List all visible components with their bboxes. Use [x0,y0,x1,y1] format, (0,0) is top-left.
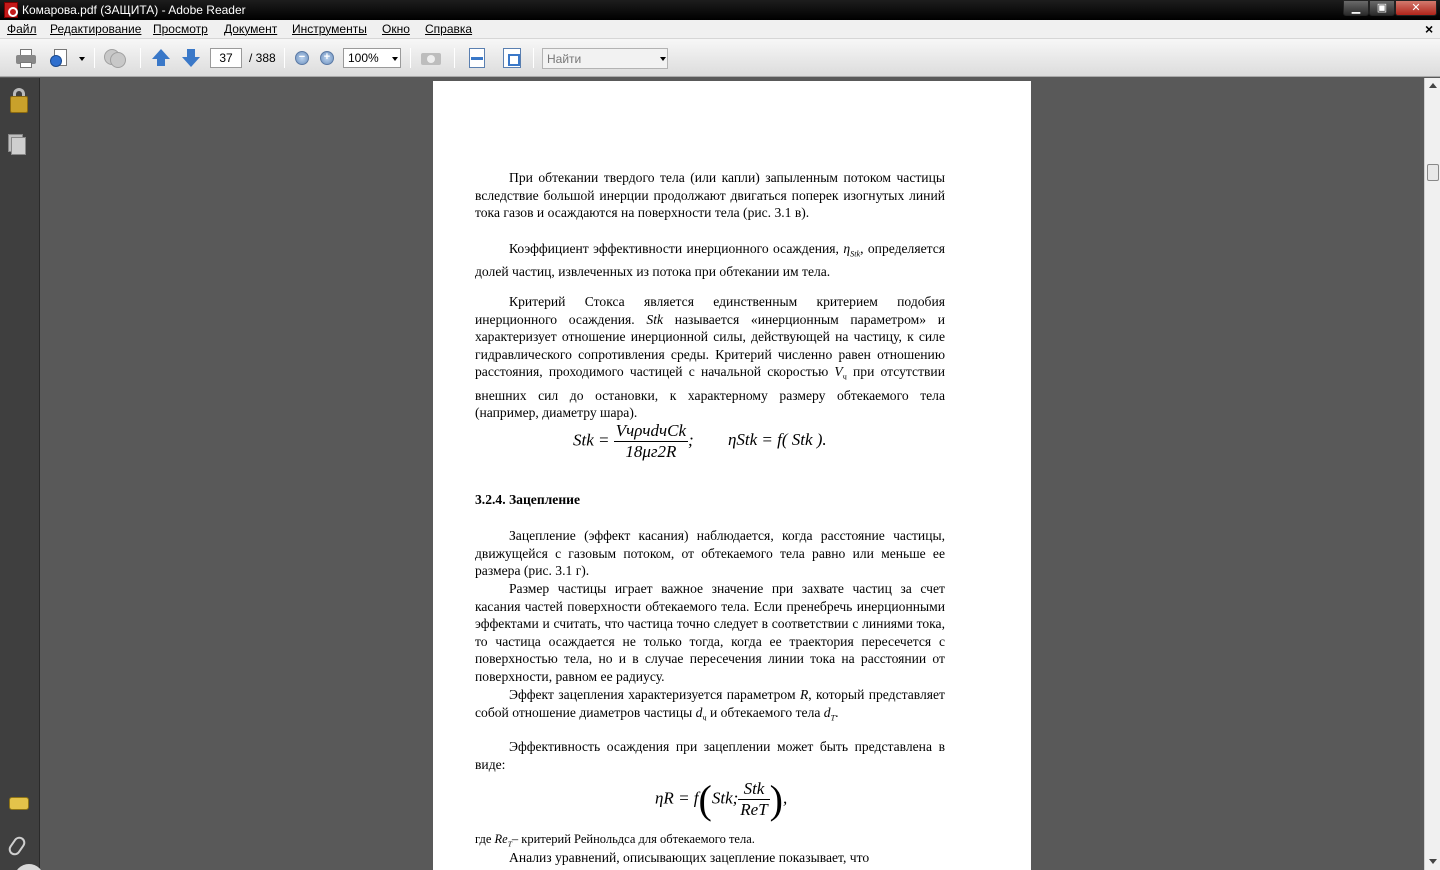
close-window-button[interactable]: ✕ [1395,0,1437,16]
comment-icon[interactable] [104,47,126,69]
page-number-input[interactable] [210,48,242,68]
menu-help[interactable]: Справка [425,22,473,36]
scroll-up-icon[interactable] [1429,83,1437,88]
formula-interception: ηR = f(Stk; $\frac{\text{Stk}}{\text{ReT}}$ ), [655,777,788,822]
paragraph: где $Re_T-$ критерий Рейнольдса для обтекаемого тела. [475,832,755,849]
toolbar-divider [533,48,534,68]
zoom-out-icon[interactable]: − [295,51,309,65]
title-bar [0,0,1440,20]
maximize-button[interactable]: ▣ [1369,0,1395,16]
menu-bar [0,20,1440,39]
toolbar-divider [454,48,455,68]
paragraph: Эффективность осаждения при зацеплении может быть представлена в виде: [475,739,945,772]
vertical-scrollbar[interactable] [1424,78,1440,870]
next-page-icon[interactable] [180,47,202,69]
toolbar-divider [410,48,411,68]
fit-width-icon[interactable] [501,47,523,69]
paragraph: Критерий Стокса является единственным критерием подобия инерционного осаждения. Stk называется «инерционным параметром» и характеризует отношение инерционной силы, действующей на частицу, к силе гидравлического сопротивления среды. Критерий численно равен отношению расстояния, проходимого частицей с начальной скоростью $V_ч$ при отсутствии внешних сил до остановки, к характерному размеру обтекаемого тела (например, диаметру шара). [475,294,945,421]
snapshot-icon[interactable] [420,47,442,69]
window-title: Комарова.pdf (ЗАЩИТА) - Adobe Reader [22,3,246,17]
section-heading: 3.2.4. Зацепление [475,492,581,507]
page-total: / 388 [249,51,276,65]
scroll-down-icon[interactable] [1429,859,1437,864]
chevron-down-icon[interactable] [79,57,85,61]
document-viewer[interactable] [41,78,1424,870]
chevron-down-icon[interactable] [392,57,398,61]
paragraph: Размер частицы играет важное значение при захвате частиц за счет касания частей поверхности обтекаемого тела. Если пренебречь инерционными эффектами и считать, что частица точно следует в соответствии с линиями тока, то частица осаждается не только тогда, когда ее траектория пересечется с поверхностью тела, но и в случае пересечения линии тока на расстоянии от поверхности, равном ее радиусу. [475,581,945,684]
minimize-button[interactable]: ▁ [1343,0,1369,16]
comments-icon[interactable] [9,797,29,810]
share-document-icon[interactable] [50,47,72,69]
toolbar-divider [94,48,95,68]
menu-document[interactable]: Документ [224,22,278,36]
paragraph: При обтекании твердого тела (или капли) запыленным потоком частицы вследствие большой инерции продолжают двигаться поперек изогнутых линий тока газов и осаждаются на поверхности тела (рис. 3.1 в). [475,170,945,221]
paragraph: Коэффициент эффективности инерционного осаждения, $\eta_{Stk}$, определяется долей частиц, извлеченных из потока при обтекании им тела. [475,241,946,280]
zoom-value: 100% [348,51,379,65]
menu-file[interactable]: Файл [7,22,37,36]
find-input[interactable] [542,48,668,69]
paragraph: Зацепление (эффект касания) наблюдается, когда расстояние частицы, движущейся с газовым потоком, от обтекаемого тела равно или меньше ее размера (рис. 3.1 г). [475,528,945,579]
pdf-app-icon [4,2,18,18]
chevron-down-icon[interactable] [660,57,666,61]
pdf-page [433,81,1031,870]
paragraph: Анализ уравнений, описывающих зацепление показывает, что [509,850,870,865]
toolbar-divider [140,48,141,68]
formula-stokes: Stk = $\frac{\text{VчρчdчCk}}{18\mu г2R}$ ; ηStk = f( Stk ). [573,421,827,461]
menu-window[interactable]: Окно [382,22,410,36]
toolbar-divider [284,48,285,68]
paragraph: Эффект зацепления характеризуется параметром R, который представляет собой отношение диаметров частицы $d_ч$ и обтекаемого тела $d_T$. [475,687,945,723]
print-icon[interactable] [15,47,37,69]
find-placeholder: Найти [547,52,582,66]
menu-edit[interactable]: Редактирование [50,22,142,36]
close-document-icon[interactable]: × [1425,21,1434,37]
menu-view[interactable]: Просмотр [153,22,208,36]
pages-icon[interactable] [11,137,26,155]
scroll-thumb[interactable] [1427,164,1439,181]
navigation-panel [0,78,40,870]
fit-page-icon[interactable] [466,47,488,69]
zoom-select[interactable] [343,48,401,68]
lock-icon[interactable] [10,96,28,113]
zoom-in-icon[interactable]: + [320,51,334,65]
menu-tools[interactable]: Инструменты [292,22,367,36]
previous-page-icon[interactable] [150,47,172,69]
